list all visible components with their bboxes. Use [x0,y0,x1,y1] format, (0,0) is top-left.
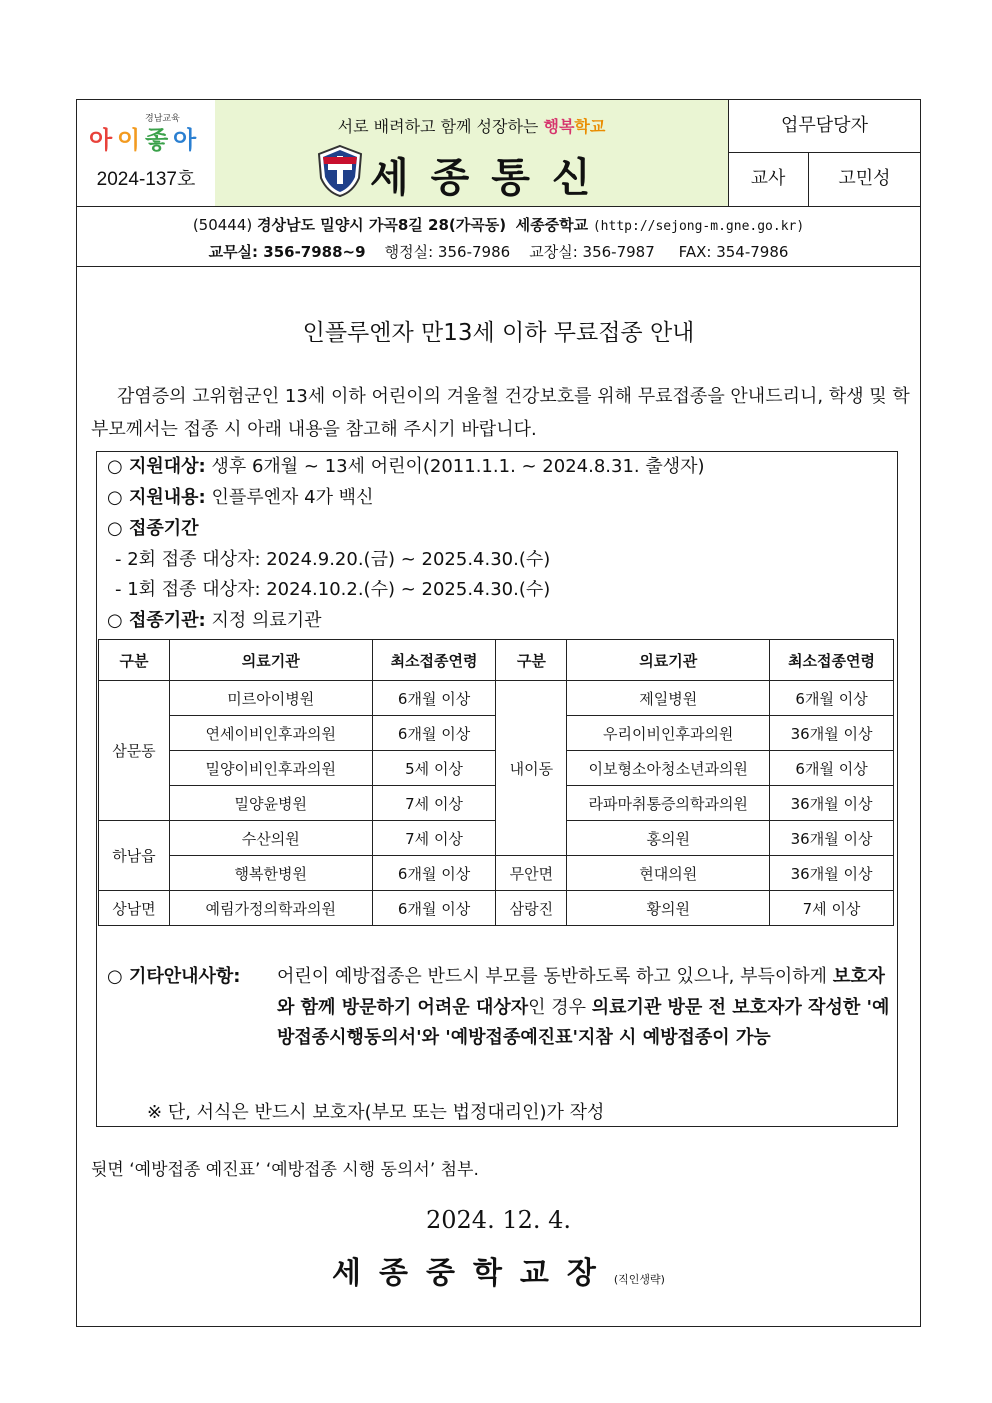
contact-role: 업무담당자 [728,100,921,153]
institution-table [98,639,894,926]
institution-cell: 연세이비인후과의원 [169,716,372,751]
info-box [96,451,898,1127]
title-cell [215,100,729,206]
col-region: 구분 [496,640,567,681]
support-content: ○ 지원내용: 인플루엔자 4가 백신 [107,487,374,508]
newsletter-title: 세종통신 [370,154,613,201]
age-cell: 6개월 이상 [372,681,496,716]
age-cell: 7세 이상 [770,891,894,926]
region-cell: 상남면 [99,891,170,926]
table-row [99,856,894,891]
contact-cell [728,100,921,206]
svg-text:아: 아 [173,126,197,152]
period-heading: ○ 접종기간 [107,518,199,539]
table-row [99,681,894,716]
notice-document [76,99,921,1327]
logo-cell [77,100,216,206]
age-cell: 6개월 이상 [372,891,496,926]
region-cell: 삼랑진 [496,891,567,926]
institution-cell: 제일병원 [567,681,770,716]
region-cell: 삼문동 [99,681,170,821]
period-one-dose: - 1회 접종 대상자: 2024.10.2.(수) ~ 2025.4.30.(수) [115,579,551,600]
age-cell: 6개월 이상 [770,681,894,716]
age-cell: 36개월 이상 [770,856,894,891]
region-cell: 내이동 [496,681,567,856]
attachment-note: 뒷면 ‘예방접종 예진표’ ‘예방접종 시행 동의서’ 첨부. [91,1160,479,1180]
svg-text:경남교육: 경남교육 [145,114,180,124]
institution-cell: 밀양이비인후과의원 [169,751,372,786]
institution-cell: 행복한병원 [169,856,372,891]
slogan: 서로 배려하고 함께 성장하는 행복학교 [337,117,606,136]
col-min-age: 최소접종연령 [770,640,894,681]
table-header-row [99,640,894,681]
aijoa-logo [87,110,205,152]
age-cell: 5세 이상 [372,751,496,786]
institution-cell: 이보형소아청소년과의원 [567,751,770,786]
col-region: 구분 [99,640,170,681]
age-cell: 36개월 이상 [770,716,894,751]
teacher-name: 고민성 [838,168,891,189]
etc-body: 어린이 예방접종은 반드시 부모를 동반하도록 하고 있으나, 부득이하게 보호자와 함께 방문하기 어려운 대상자인 경우 의료기관 방문 전 보호자가 작성한 '예방접종시행동의서'와 '예방접종예진표'지참 시 예방접종이 가능 [277,966,890,1048]
support-target: ○ 지원대상: 생후 6개월 ~ 13세 어린이(2011.1.1. ~ 2024.8.31. 출생자) [107,456,705,477]
address-line: (50444) 경상남도 밀양시 가곡8길 28(가곡동) 세종중학교 (http://sejong-m.gne.go.kr) [192,216,805,234]
institution-cell: 황의원 [567,891,770,926]
age-cell: 36개월 이상 [770,821,894,856]
teacher-label: 교사 [728,152,809,206]
form-note: ※ 단, 서식은 반드시 보호자(부모 또는 법정대리인)가 작성 [147,1102,605,1123]
institution-cell: 밀양윤병원 [169,786,372,821]
svg-text:아: 아 [89,126,113,152]
intro-paragraph: 감염증의 고위험군인 13세 이하 어린이의 겨울철 건강보호를 위해 무료접종을 안내드리니, 학생 및 학부모께서는 접종 시 아래 내용을 참고해 주시기 바랍니다. [91,386,910,440]
age-cell: 36개월 이상 [770,786,894,821]
phone-line: 교무실: 356-7988~9 행정실: 356-7986 교장실: 356-7987 FAX: 354-7986 [208,243,789,261]
age-cell: 6개월 이상 [372,716,496,751]
school-url: (http://sejong-m.gne.go.kr) [592,219,805,234]
seal-omitted-note: (직인생략) [613,1273,665,1286]
col-min-age: 최소접종연령 [372,640,496,681]
principal-signature: 세종중학교장(직인생략) [332,1256,665,1291]
age-cell: 6개월 이상 [770,751,894,786]
age-cell: 7세 이상 [372,821,496,856]
table-row [99,891,894,926]
etc-label: ○ 기타안내사항: [107,966,241,987]
period-two-dose: - 2회 접종 대상자: 2024.9.20.(금) ~ 2025.4.30.(수) [115,549,551,570]
region-cell: 무안면 [496,856,567,891]
institution-cell: 라파마취통증의학과의원 [567,786,770,821]
institution-cell: 홍의원 [567,821,770,856]
age-cell: 6개월 이상 [372,856,496,891]
institution-line: ○ 접종기관: 지정 의료기관 [107,610,322,631]
svg-text:좋: 좋 [145,126,169,152]
col-institution: 의료기관 [567,640,770,681]
svg-text:이: 이 [117,126,141,152]
col-institution: 의료기관 [169,640,372,681]
region-cell: 하남읍 [99,821,170,891]
address-block [77,206,920,267]
document-title: 인플루엔자 만13세 이하 무료접종 안내 [302,320,695,346]
issue-date: 2024. 12. 4. [425,1206,572,1234]
institution-cell: 예림가정의학과의원 [169,891,372,926]
issue-number: 2024-137호 [96,169,196,190]
institution-cell: 우리이비인후과의원 [567,716,770,751]
institution-cell: 수산의원 [169,821,372,856]
institution-cell: 현대의원 [567,856,770,891]
letterhead [77,100,920,207]
school-emblem-icon [315,144,365,198]
age-cell: 7세 이상 [372,786,496,821]
institution-cell: 미르아이병원 [169,681,372,716]
